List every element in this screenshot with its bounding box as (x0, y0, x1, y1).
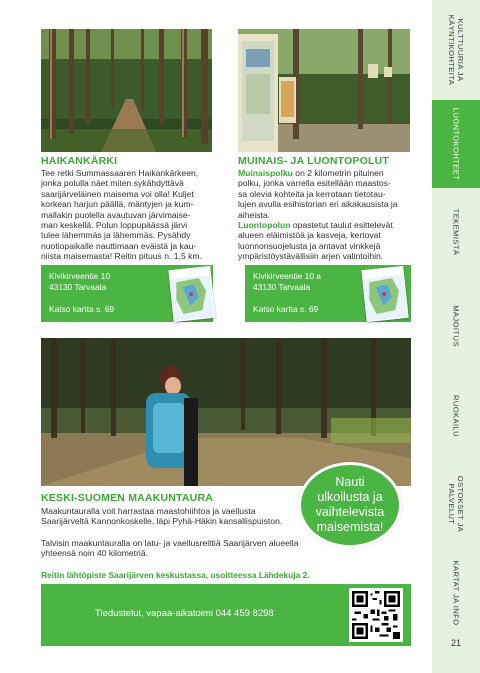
map-thumbnail (168, 266, 215, 322)
contact-text: Tiedustelut, vapaa-aikatoimi 044 459 8298 (95, 608, 274, 619)
contact-bar (41, 584, 411, 646)
qr-code-icon[interactable] (349, 588, 403, 642)
route-start-note: Reitin lähtöpiste Saarijärven keskustassa, osoitteessa Lähdekuja 2. (41, 570, 310, 580)
haikankarki-text: Tee retki Summassaaren Haikankärkeen, jonka polulla näet miten sykähdyttävä saarijärveläinen maisema voi olla! Kuljet korkean harjun päällä, mäntyjen ja kum- mallakin puolella avautuvan järvimaise- man keskellä. Polun loppupäässä järvi tulee lähemmäs ja lähemmäs. Pysähdy nuotiopaikalle nauttimaan eväistä ja kau- niista maisemasta! Reitin pituus n. 1,5 km. (41, 168, 202, 262)
address-line2: 43130 Tarvaala (253, 281, 311, 292)
tab-ostokset[interactable]: OSTOKSET JA PALVELUT (447, 475, 465, 533)
address-line2: 43130 Tarvaala (49, 281, 107, 292)
page-number: 21 (450, 638, 461, 648)
info-boards-photo (238, 29, 410, 152)
maakuntaura-title: KESKI-SUOMEN MAAKUNTAURA (41, 492, 214, 504)
address-line1: Kivikirveentie 10 (49, 271, 110, 281)
section-sidebar (432, 0, 480, 673)
tab-kartat[interactable]: KARTAT JA INFO (451, 560, 461, 626)
promo-bubble: Nauti ulkoilusta ja vaihtelevista maisemista! (298, 462, 402, 548)
forest-path-photo (41, 29, 212, 152)
map-thumbnail (361, 266, 408, 322)
tab-majoitus[interactable]: MAJOITUS (451, 305, 461, 347)
map-reference: Katso kartta s. 69 (49, 304, 115, 314)
maakuntaura-text: Maakuntauralla voit harrastaa maastohiihtoa ja vaellusta Saarijärveltä Kannonkoskelle, läpi Pyhä-Häkin kansallispuiston. (41, 506, 283, 527)
tab-tekemista[interactable]: TEKEMISTÄ (451, 208, 461, 256)
tab-kulttuuria[interactable]: KULTTUURIA JA KÄYNTIKOHTEITA (447, 14, 465, 86)
map-reference: Katso kartta s. 69 (253, 304, 319, 314)
tab-luontokohteet[interactable]: LUONTOKOHTEET (432, 100, 480, 188)
muinaispolku-text: Muinaispolku on 2 kilometrin pituinen polku, jonka varrella esitellään maastos- sa olevia kohteita ja kerrotaan tietotau- lujen avulla esihistorian eri aikakausista ja aiheista. Luontopolun opastetut taulut esittelevät alueen eläimistöä ja kasveja, kertovat luonnonsuojelusta ja antavat vinkkejä ympäristöystävällisiin arjen valintoihin. (238, 168, 398, 262)
maakuntaura-text-2: Talvisin maakuntauralla on latu- ja vaellusreittiä Saarijärven alueella yhteensä noin 40 kilometriä. (41, 538, 299, 559)
haikankarki-title: HAIKANKÄRKI (41, 155, 118, 167)
address-line1: Kivikirveentie 10 a (253, 271, 321, 281)
muinaispolku-title: MUINAIS- JA LUONTOPOLUT (238, 155, 390, 167)
tab-ruokailu[interactable]: RUOKAILU (451, 394, 461, 438)
